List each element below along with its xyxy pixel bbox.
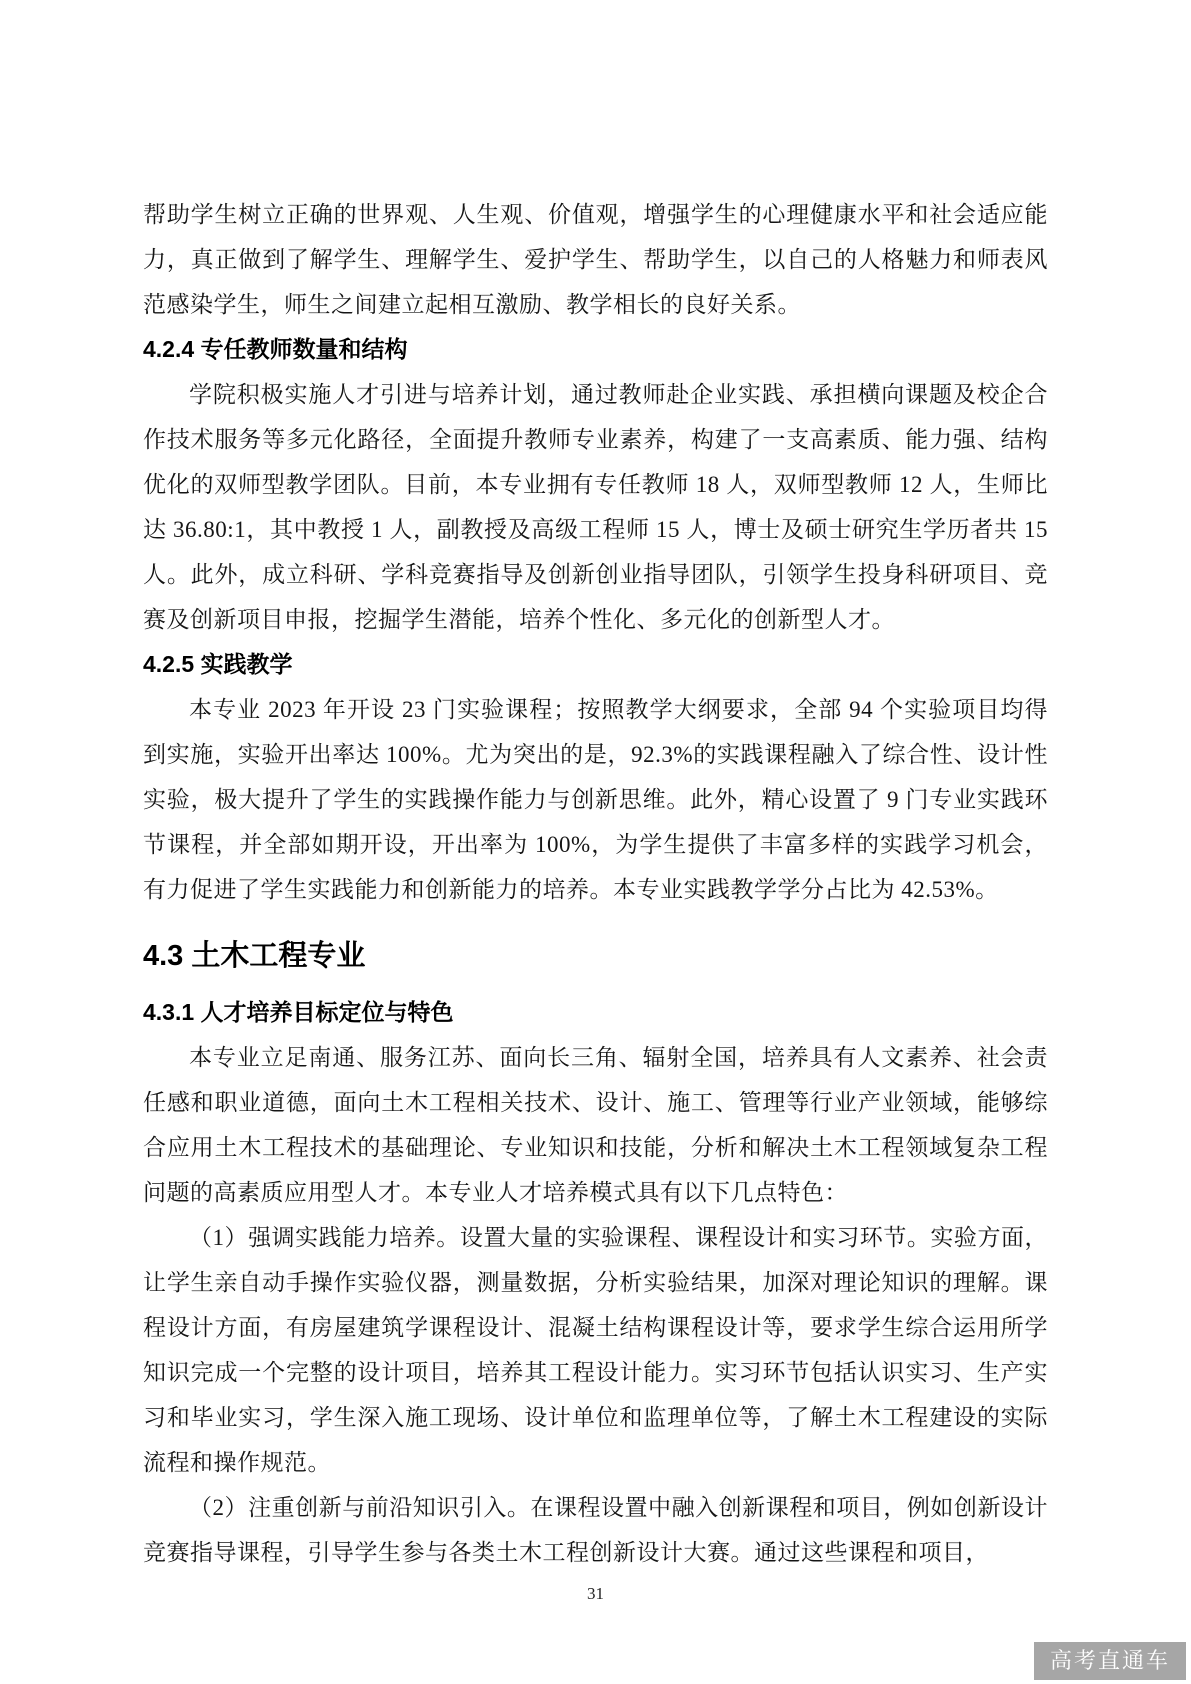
heading-4-3-1: 4.3.1 人才培养目标定位与特色 [143, 999, 454, 1025]
watermark-text: 高考直通车 [1049, 1648, 1170, 1673]
paragraph-feature-2: （2）注重创新与前沿知识引入。在课程设置中融入创新课程和项目，例如创新设计竞赛指导课程，引导学生参与各类土木工程创新设计大赛。通过这些课程和项目， [143, 1495, 1048, 1565]
heading-4-2-5: 4.2.5 实践教学 [143, 651, 293, 677]
paragraph-feature-1: （1）强调实践能力培养。设置大量的实验课程、课程设计和实习环节。实验方面，让学生亲自动手操作实验仪器，测量数据，分析实验结果，加深对理论知识的理解。课程设计方面，有房屋建筑学课程设计、混凝土结构课程设计等，要求学生综合运用所学知识完成一个完整的设计项目，培养其工程设计能力。实习环节包括认识实习、生产实习和毕业实习，学生深入施工现场、设计单位和监理单位等，了解土木工程建设的实际流程和操作规范。 [143, 1225, 1048, 1475]
page-content [143, 192, 1048, 1575]
heading-4-3: 4.3 土木工程专业 [143, 940, 366, 972]
paragraph-training-goals: 本专业立足南通、服务江苏、面向长三角、辐射全国，培养具有人文素养、社会责任感和职业道德，面向土木工程相关技术、设计、施工、管理等行业产业领域，能够综合应用土木工程技术的基础理论、专业知识和技能，分析和解决土木工程领域复杂工程问题的高素质应用型人才。本专业人才培养模式具有以下几点特色： [143, 1045, 1048, 1205]
heading-4-2-4: 4.2.4 专任教师数量和结构 [143, 336, 408, 362]
paragraph-continuation: 帮助学生树立正确的世界观、人生观、价值观，增强学生的心理健康水平和社会适应能力，真正做到了解学生、理解学生、爱护学生、帮助学生，以自己的人格魅力和师表风范感染学生，师生之间建立起相互激励、教学相长的良好关系。 [143, 202, 1048, 317]
page-number: 31 [587, 1584, 604, 1603]
watermark-badge [1034, 1642, 1186, 1680]
paragraph-practice-teaching: 本专业 2023 年开设 23 门实验课程；按照教学大纲要求，全部 94 个实验项目均得到实施，实验开出率达 100%。尤为突出的是，92.3%的实践课程融入了综合性、设计性实验，极大提升了学生的实践操作能力与创新思维。此外，精心设置了 9 门专业实践环节课程，并全部如期开设，开出率为 100%，为学生提供了丰富多样的实践学习机会，有力促进了学生实践能力和创新能力的培养。本专业实践教学学分占比为 42.53%。 [143, 697, 1048, 902]
paragraph-faculty: 学院积极实施人才引进与培养计划，通过教师赴企业实践、承担横向课题及校企合作技术服务等多元化路径，全面提升教师专业素养，构建了一支高素质、能力强、结构优化的双师型教学团队。目前，本专业拥有专任教师 18 人，双师型教师 12 人，生师比达 36.80:1，其中教授 1 人，副教授及高级工程师 15 人，博士及硕士研究生学历者共 15 人。此外，成立科研、学科竞赛指导及创新创业指导团队，引领学生投身科研项目、竞赛及创新项目申报，挖掘学生潜能，培养个性化、多元化的创新型人才。 [143, 382, 1048, 632]
